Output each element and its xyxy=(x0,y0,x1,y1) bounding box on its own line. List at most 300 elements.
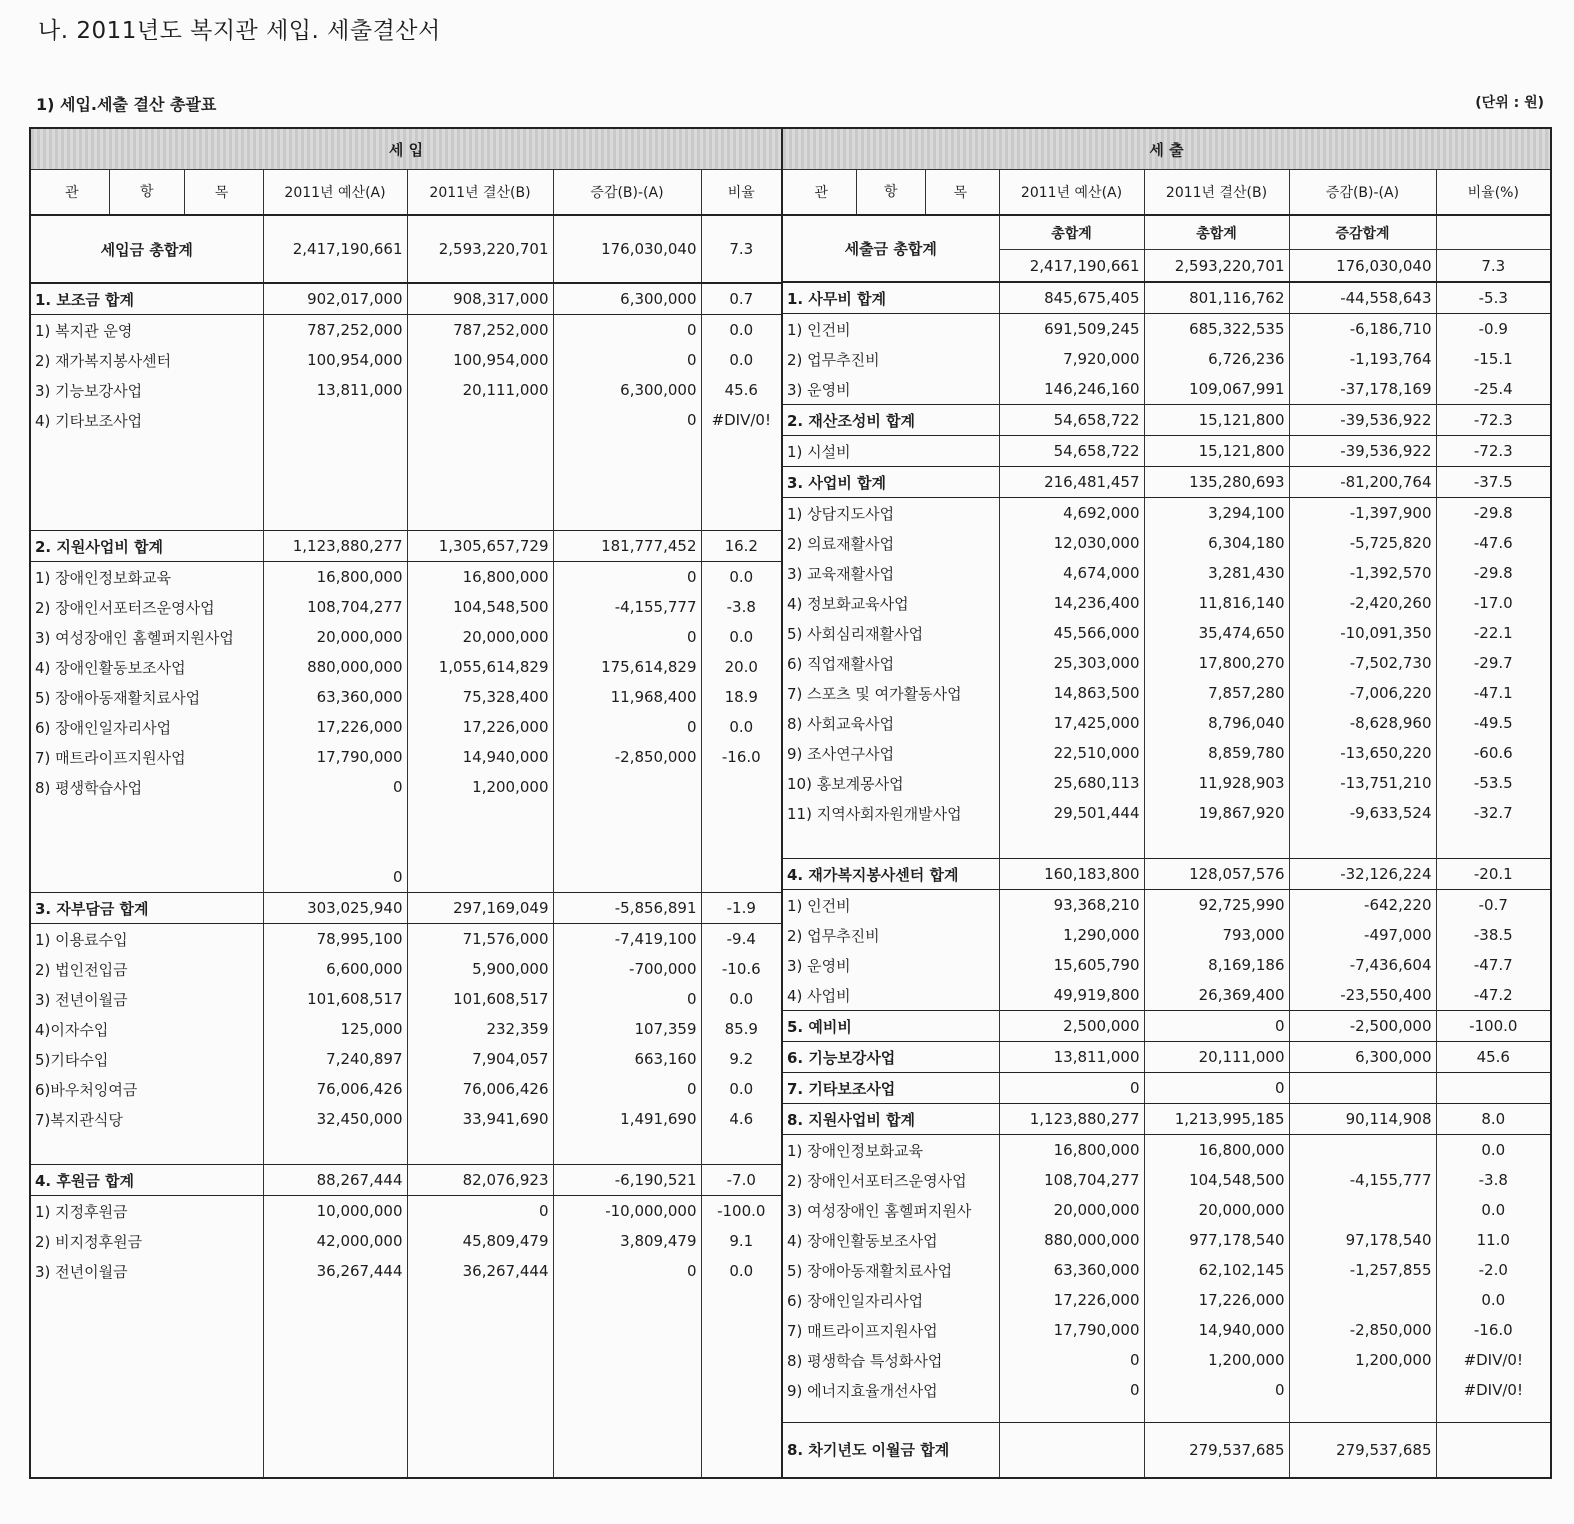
row-label: 1) 인건비 xyxy=(782,314,999,345)
budget-cell: 1,123,880,277 xyxy=(999,1104,1144,1135)
section-total-row xyxy=(782,282,1551,314)
ratio-cell: -72.3 xyxy=(1436,405,1551,436)
ratio-cell: 45.6 xyxy=(1436,1042,1551,1073)
difference-cell: -700,000 xyxy=(553,954,701,984)
budget-cell: 108,704,277 xyxy=(263,592,407,622)
row-label: 2. 지원사업비 합계 xyxy=(30,531,263,562)
table-row xyxy=(782,498,1551,529)
settlement-cell: 0 xyxy=(1144,1375,1289,1405)
table-row xyxy=(30,1256,782,1286)
row-label: 4) 장애인활동보조사업 xyxy=(782,1225,999,1255)
table-row xyxy=(782,708,1551,738)
difference-cell: 1,200,000 xyxy=(1289,1345,1436,1375)
difference-cell: -7,436,604 xyxy=(1289,950,1436,980)
settlement-cell: 11,816,140 xyxy=(1144,588,1289,618)
budget-cell: 902,017,000 xyxy=(263,283,407,315)
difference-cell xyxy=(1289,1073,1436,1104)
section-total-row xyxy=(30,283,782,315)
budget-cell: 54,658,722 xyxy=(999,436,1144,467)
ratio-cell: #DIV/0! xyxy=(1436,1345,1551,1375)
table-row xyxy=(30,1196,782,1227)
row-label: 7. 기타보조사업 xyxy=(782,1073,999,1104)
section-total-row xyxy=(782,1042,1551,1073)
header-settlement: 2011년 결산(B) xyxy=(1144,170,1289,216)
expense-grand-total-head-row xyxy=(782,215,1551,250)
settlement-cell: 0 xyxy=(1144,1011,1289,1042)
empty-cell xyxy=(263,1286,407,1478)
budget-cell: 29,501,444 xyxy=(999,798,1144,828)
budget-cell: 880,000,000 xyxy=(263,652,407,682)
ratio-cell xyxy=(701,802,782,832)
table-row xyxy=(30,924,782,955)
row-label: 6) 장애인일자리사업 xyxy=(30,712,263,742)
table-row xyxy=(30,862,782,893)
row-label: 8) 사회교육사업 xyxy=(782,708,999,738)
ratio-cell: 16.2 xyxy=(701,531,782,562)
ratio-cell: -47.7 xyxy=(1436,950,1551,980)
ratio-cell: -29.8 xyxy=(1436,498,1551,529)
budget-cell: 78,995,100 xyxy=(263,924,407,955)
budget-cell: 216,481,457 xyxy=(999,467,1144,498)
table-row xyxy=(782,768,1551,798)
row-label: 4) 기타보조사업 xyxy=(30,405,263,435)
difference-cell: -642,220 xyxy=(1289,890,1436,921)
budget-cell: 7,920,000 xyxy=(999,344,1144,374)
settlement-cell: 20,111,000 xyxy=(407,375,553,405)
table-row xyxy=(782,314,1551,345)
row-label: 5) 사회심리재활사업 xyxy=(782,618,999,648)
expense-total-settlement: 2,593,220,701 xyxy=(1144,250,1289,283)
settlement-cell: 0 xyxy=(407,1196,553,1227)
settlement-cell: 109,067,991 xyxy=(1144,374,1289,405)
table-row xyxy=(30,652,782,682)
header-ratio: 비율 xyxy=(701,170,782,216)
table-row xyxy=(30,315,782,346)
income-table xyxy=(29,127,783,1479)
budget-cell: 100,954,000 xyxy=(263,345,407,375)
difference-cell: -39,536,922 xyxy=(1289,436,1436,467)
settlement-cell xyxy=(1144,828,1289,859)
budget-cell: 0 xyxy=(999,1375,1144,1405)
settlement-cell xyxy=(407,862,553,893)
difference-cell: 279,537,685 xyxy=(1289,1422,1436,1478)
difference-cell: 6,300,000 xyxy=(553,283,701,315)
row-label: 4. 후원금 합계 xyxy=(30,1165,263,1196)
row-label: 4)이자수입 xyxy=(30,1014,263,1044)
row-label: 4) 사업비 xyxy=(782,980,999,1011)
difference-cell: -81,200,764 xyxy=(1289,467,1436,498)
difference-cell: -2,500,000 xyxy=(1289,1011,1436,1042)
header-difference: 증감(B)-(A) xyxy=(553,170,701,216)
budget-cell: 101,608,517 xyxy=(263,984,407,1014)
ratio-cell: 9.1 xyxy=(701,1226,782,1256)
settlement-cell: 1,213,995,185 xyxy=(1144,1104,1289,1135)
income-band-header: 세 입 xyxy=(30,128,782,170)
table-row xyxy=(782,528,1551,558)
settlement-cell: 20,111,000 xyxy=(1144,1042,1289,1073)
settlement-cell: 1,055,614,829 xyxy=(407,652,553,682)
ratio-cell: 85.9 xyxy=(701,1014,782,1044)
difference-cell: -2,850,000 xyxy=(553,742,701,772)
row-label: 1. 사무비 합계 xyxy=(782,282,999,314)
settlement-cell: 8,859,780 xyxy=(1144,738,1289,768)
settlement-cell: 7,857,280 xyxy=(1144,678,1289,708)
row-label: 3) 여성장애인 홈헬퍼지원사 xyxy=(782,1195,999,1225)
budget-cell: 15,605,790 xyxy=(999,950,1144,980)
table-row xyxy=(30,954,782,984)
section-total-row xyxy=(30,893,782,924)
difference-cell: 6,300,000 xyxy=(553,375,701,405)
header-budget: 2011년 예산(A) xyxy=(263,170,407,216)
settlement-cell: 35,474,650 xyxy=(1144,618,1289,648)
settlement-cell: 3,294,100 xyxy=(1144,498,1289,529)
ratio-cell xyxy=(701,1134,782,1165)
income-total-settlement: 2,593,220,701 xyxy=(407,215,553,283)
budget-cell: 42,000,000 xyxy=(263,1226,407,1256)
ratio-cell: 9.2 xyxy=(701,1044,782,1074)
row-label: 8) 평생학습사업 xyxy=(30,772,263,802)
row-label: 5) 장애아동재활치료사업 xyxy=(30,682,263,712)
difference-cell: -7,006,220 xyxy=(1289,678,1436,708)
header-budget: 2011년 예산(A) xyxy=(999,170,1144,216)
expense-total-label: 세출금 총합계 xyxy=(782,215,999,282)
ratio-cell: 18.9 xyxy=(701,682,782,712)
settlement-cell: 82,076,923 xyxy=(407,1165,553,1196)
difference-cell: -9,633,524 xyxy=(1289,798,1436,828)
settlement-cell: 801,116,762 xyxy=(1144,282,1289,314)
empty-cell xyxy=(30,1286,263,1478)
ratio-cell: -3.8 xyxy=(1436,1165,1551,1195)
settlement-cell: 20,000,000 xyxy=(407,622,553,652)
row-label: 3) 교육재활사업 xyxy=(782,558,999,588)
budget-cell: 6,600,000 xyxy=(263,954,407,984)
table-row xyxy=(30,1226,782,1256)
ratio-cell: -10.6 xyxy=(701,954,782,984)
settlement-cell: 14,940,000 xyxy=(407,742,553,772)
budget-cell: 1,123,880,277 xyxy=(263,531,407,562)
row-label: 1. 보조금 합계 xyxy=(30,283,263,315)
settlement-cell: 26,369,400 xyxy=(1144,980,1289,1011)
difference-cell xyxy=(553,1134,701,1165)
difference-cell: -10,091,350 xyxy=(1289,618,1436,648)
budget-cell: 12,030,000 xyxy=(999,528,1144,558)
settlement-cell xyxy=(407,802,553,832)
difference-cell: -23,550,400 xyxy=(1289,980,1436,1011)
settlement-cell: 17,226,000 xyxy=(407,712,553,742)
budget-cell: 845,675,405 xyxy=(999,282,1144,314)
empty-cell xyxy=(1144,1405,1289,1422)
budget-cell xyxy=(999,828,1144,859)
row-label xyxy=(30,1134,263,1165)
budget-cell: 0 xyxy=(999,1345,1144,1375)
row-label: 6. 기능보강사업 xyxy=(782,1042,999,1073)
table-row xyxy=(782,950,1551,980)
budget-cell: 25,680,113 xyxy=(999,768,1144,798)
difference-cell: 0 xyxy=(553,1256,701,1286)
settlement-cell: 17,800,270 xyxy=(1144,648,1289,678)
difference-cell: 0 xyxy=(553,315,701,346)
difference-cell: -10,000,000 xyxy=(553,1196,701,1227)
ratio-cell: 4.6 xyxy=(701,1104,782,1134)
table-row xyxy=(782,890,1551,921)
budget-cell: 88,267,444 xyxy=(263,1165,407,1196)
row-label: 2) 장애인서포터즈운영사업 xyxy=(30,592,263,622)
filler-row xyxy=(30,1286,782,1478)
row-label: 3. 사업비 합계 xyxy=(782,467,999,498)
difference-cell: 11,968,400 xyxy=(553,682,701,712)
row-label: 1) 인건비 xyxy=(782,890,999,921)
row-label: 2) 의료재활사업 xyxy=(782,528,999,558)
row-label: 5) 장애아동재활치료사업 xyxy=(782,1255,999,1285)
row-label: 5. 예비비 xyxy=(782,1011,999,1042)
expense-total-ratio-head xyxy=(1436,215,1551,250)
table-row xyxy=(782,1315,1551,1345)
filler-row xyxy=(30,435,782,531)
income-category-header xyxy=(30,170,263,216)
row-label: 2) 업무추진비 xyxy=(782,920,999,950)
income-total-difference: 176,030,040 xyxy=(553,215,701,283)
difference-cell: -8,628,960 xyxy=(1289,708,1436,738)
budget-cell: 22,510,000 xyxy=(999,738,1144,768)
ratio-cell: 0.0 xyxy=(701,315,782,346)
difference-cell xyxy=(553,832,701,862)
filler-row xyxy=(782,1405,1551,1422)
row-label: 1) 장애인정보화교육 xyxy=(30,562,263,593)
header-mok: 목 xyxy=(953,185,968,201)
difference-cell: -4,155,777 xyxy=(1289,1165,1436,1195)
header-ratio: 비율(%) xyxy=(1436,170,1551,216)
table-row xyxy=(782,738,1551,768)
difference-cell xyxy=(553,772,701,802)
settlement-cell: 232,359 xyxy=(407,1014,553,1044)
row-label xyxy=(30,802,263,832)
ratio-cell xyxy=(1436,1073,1551,1104)
difference-cell: 663,160 xyxy=(553,1044,701,1074)
settlement-cell: 14,940,000 xyxy=(1144,1315,1289,1345)
empty-cell xyxy=(263,435,407,531)
row-label: 9) 에너지효율개선사업 xyxy=(782,1375,999,1405)
table-row xyxy=(782,344,1551,374)
settlement-cell: 15,121,800 xyxy=(1144,405,1289,436)
table-row xyxy=(782,798,1551,828)
budget-cell: 125,000 xyxy=(263,1014,407,1044)
income-total-label: 세입금 총합계 xyxy=(30,215,263,283)
budget-cell: 63,360,000 xyxy=(263,682,407,712)
table-row xyxy=(782,618,1551,648)
difference-cell: -37,178,169 xyxy=(1289,374,1436,405)
table-row xyxy=(782,980,1551,1011)
difference-cell xyxy=(1289,1135,1436,1166)
difference-cell: -13,650,220 xyxy=(1289,738,1436,768)
row-label: 11) 지역사회자원개발사업 xyxy=(782,798,999,828)
difference-cell: 0 xyxy=(553,405,701,435)
row-label: 2. 재산조성비 합계 xyxy=(782,405,999,436)
table-row xyxy=(782,1135,1551,1166)
section-total-row xyxy=(30,1165,782,1196)
table-row xyxy=(30,1044,782,1074)
settlement-cell: 76,006,426 xyxy=(407,1074,553,1104)
settlement-cell: 793,000 xyxy=(1144,920,1289,950)
expense-band-header: 세 출 xyxy=(782,128,1551,170)
ratio-cell: 0.0 xyxy=(1436,1135,1551,1166)
table-row xyxy=(30,1134,782,1165)
table-row xyxy=(782,1225,1551,1255)
difference-cell: -1,392,570 xyxy=(1289,558,1436,588)
table-row xyxy=(30,562,782,593)
settlement-cell: 11,928,903 xyxy=(1144,768,1289,798)
budget-cell: 32,450,000 xyxy=(263,1104,407,1134)
income-total-budget: 2,417,190,661 xyxy=(263,215,407,283)
budget-cell: 16,800,000 xyxy=(999,1135,1144,1166)
ratio-cell: -100.0 xyxy=(701,1196,782,1227)
ratio-cell: -3.8 xyxy=(701,592,782,622)
ratio-cell xyxy=(701,832,782,862)
settlement-cell xyxy=(407,405,553,435)
budget-cell xyxy=(999,1422,1144,1478)
settlement-cell: 977,178,540 xyxy=(1144,1225,1289,1255)
difference-cell xyxy=(1289,828,1436,859)
section-total-row xyxy=(782,405,1551,436)
budget-cell: 0 xyxy=(263,772,407,802)
ratio-cell: -47.1 xyxy=(1436,678,1551,708)
empty-cell xyxy=(407,1286,553,1478)
settlement-cell: 15,121,800 xyxy=(1144,436,1289,467)
settlement-cell: 787,252,000 xyxy=(407,315,553,346)
budget-cell: 93,368,210 xyxy=(999,890,1144,921)
difference-cell: -32,126,224 xyxy=(1289,859,1436,890)
row-label: 4) 장애인활동보조사업 xyxy=(30,652,263,682)
table-row xyxy=(30,682,782,712)
row-label: 7) 매트라이프지원사업 xyxy=(30,742,263,772)
ratio-cell: 0.0 xyxy=(701,622,782,652)
ratio-cell: -7.0 xyxy=(701,1165,782,1196)
budget-cell xyxy=(263,1134,407,1165)
budget-cell: 17,790,000 xyxy=(999,1315,1144,1345)
budget-cell: 36,267,444 xyxy=(263,1256,407,1286)
row-label: 3. 자부담금 합계 xyxy=(30,893,263,924)
row-label xyxy=(30,862,263,893)
unit-note: (단위 : 원) xyxy=(1475,95,1544,111)
row-label: 4. 재가복지봉사센터 합계 xyxy=(782,859,999,890)
difference-cell: 107,359 xyxy=(553,1014,701,1044)
table-row xyxy=(30,375,782,405)
ratio-cell: 11.0 xyxy=(1436,1225,1551,1255)
ratio-cell: -47.2 xyxy=(1436,980,1551,1011)
row-label: 2) 업무추진비 xyxy=(782,344,999,374)
budget-cell: 303,025,940 xyxy=(263,893,407,924)
table-row xyxy=(782,1285,1551,1315)
row-label: 3) 운영비 xyxy=(782,950,999,980)
section-total-row xyxy=(782,467,1551,498)
budget-cell: 160,183,800 xyxy=(999,859,1144,890)
table-row xyxy=(782,558,1551,588)
empty-cell xyxy=(701,1286,782,1478)
ratio-cell: -1.9 xyxy=(701,893,782,924)
income-grand-total-row xyxy=(30,215,782,283)
difference-cell: -5,725,820 xyxy=(1289,528,1436,558)
ratio-cell: 0.0 xyxy=(1436,1195,1551,1225)
settlement-cell: 1,200,000 xyxy=(407,772,553,802)
difference-cell: 181,777,452 xyxy=(553,531,701,562)
ratio-cell: 0.0 xyxy=(701,984,782,1014)
ratio-cell: -2.0 xyxy=(1436,1255,1551,1285)
row-label: 1) 장애인정보화교육 xyxy=(782,1135,999,1166)
row-label: 10) 홍보계몽사업 xyxy=(782,768,999,798)
row-label: 9) 조사연구사업 xyxy=(782,738,999,768)
ratio-cell: 0.0 xyxy=(701,1074,782,1104)
header-hang: 항 xyxy=(109,170,185,214)
budget-cell: 4,674,000 xyxy=(999,558,1144,588)
difference-cell: -497,000 xyxy=(1289,920,1436,950)
settlement-cell: 8,796,040 xyxy=(1144,708,1289,738)
settlement-cell: 104,548,500 xyxy=(1144,1165,1289,1195)
ratio-cell: -53.5 xyxy=(1436,768,1551,798)
empty-cell xyxy=(782,1405,999,1422)
difference-cell: 0 xyxy=(553,622,701,652)
budget-cell: 76,006,426 xyxy=(263,1074,407,1104)
table-row xyxy=(30,345,782,375)
ratio-cell xyxy=(701,772,782,802)
table-row xyxy=(782,828,1551,859)
budget-cell: 25,303,000 xyxy=(999,648,1144,678)
budget-cell: 880,000,000 xyxy=(999,1225,1144,1255)
table-row xyxy=(30,984,782,1014)
budget-cell: 4,692,000 xyxy=(999,498,1144,529)
ratio-cell: 0.0 xyxy=(701,345,782,375)
empty-cell xyxy=(999,1405,1144,1422)
ratio-cell: -60.6 xyxy=(1436,738,1551,768)
difference-cell xyxy=(553,862,701,893)
row-label: 6)바우처잉여금 xyxy=(30,1074,263,1104)
difference-cell: 0 xyxy=(553,345,701,375)
difference-cell: -7,502,730 xyxy=(1289,648,1436,678)
ratio-cell xyxy=(1436,1422,1551,1478)
ratio-cell: -16.0 xyxy=(701,742,782,772)
settlement-cell: 20,000,000 xyxy=(1144,1195,1289,1225)
row-label: 7)복지관식당 xyxy=(30,1104,263,1134)
budget-cell xyxy=(263,832,407,862)
budget-cell: 20,000,000 xyxy=(263,622,407,652)
table-row xyxy=(782,588,1551,618)
ratio-cell: -15.1 xyxy=(1436,344,1551,374)
header-settlement: 2011년 결산(B) xyxy=(407,170,553,216)
difference-cell: -1,193,764 xyxy=(1289,344,1436,374)
budget-cell: 2,500,000 xyxy=(999,1011,1144,1042)
table-row xyxy=(30,622,782,652)
ratio-cell: -49.5 xyxy=(1436,708,1551,738)
table-row xyxy=(782,648,1551,678)
settlement-cell xyxy=(407,1134,553,1165)
ratio-cell: -72.3 xyxy=(1436,436,1551,467)
budget-cell: 17,226,000 xyxy=(263,712,407,742)
difference-cell: 90,114,908 xyxy=(1289,1104,1436,1135)
settlement-cell: 45,809,479 xyxy=(407,1226,553,1256)
ratio-cell: 20.0 xyxy=(701,652,782,682)
budget-cell: 14,236,400 xyxy=(999,588,1144,618)
settlement-cell: 0 xyxy=(1144,1073,1289,1104)
budget-cell: 0 xyxy=(999,1073,1144,1104)
budget-cell: 0 xyxy=(263,862,407,893)
settlement-cell: 7,904,057 xyxy=(407,1044,553,1074)
budget-cell: 20,000,000 xyxy=(999,1195,1144,1225)
settlement-cell: 1,200,000 xyxy=(1144,1345,1289,1375)
settlement-cell: 5,900,000 xyxy=(407,954,553,984)
row-label: 4) 정보화교육사업 xyxy=(782,588,999,618)
budget-cell: 14,863,500 xyxy=(999,678,1144,708)
budget-cell xyxy=(263,802,407,832)
settlement-cell: 71,576,000 xyxy=(407,924,553,955)
row-label: 3) 전년이월금 xyxy=(30,1256,263,1286)
